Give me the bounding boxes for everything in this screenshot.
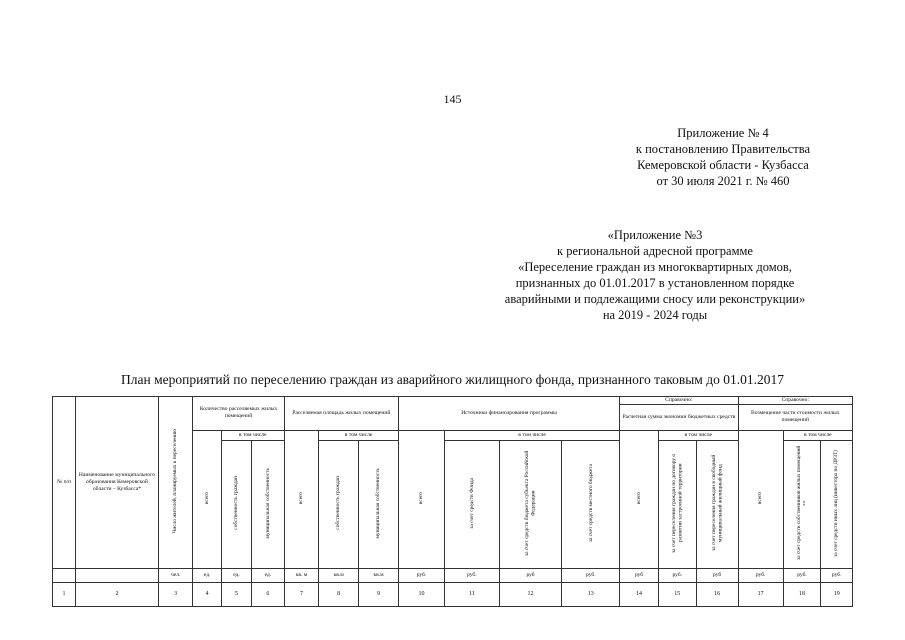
- appendix-program-heading: [470, 227, 840, 323]
- header-savings-b-text: за счет переселения граждан в свободный муниципальный жилищный фонд: [710, 454, 724, 552]
- column-number: 8: [319, 582, 359, 606]
- header-comp-a: [783, 441, 821, 569]
- column-number: 4: [193, 582, 221, 606]
- header-area-total: [284, 430, 319, 569]
- header-rooms-municipal-text: муниципальная собственность: [264, 467, 271, 539]
- plan-table: [52, 396, 853, 607]
- unit-cell: руб.: [783, 569, 821, 583]
- appendix-line: «Приложение №3: [607, 228, 703, 242]
- header-source-fund: [445, 441, 500, 569]
- unit-cell: кв. м: [284, 569, 319, 583]
- column-number: 17: [738, 582, 783, 606]
- unit-cell: ед.: [221, 569, 251, 583]
- header-row-no: № п/п: [53, 397, 76, 569]
- header-rooms-including: в том числе: [221, 430, 284, 441]
- unit-cell: руб.: [562, 569, 620, 583]
- header-area-municipal: [359, 441, 399, 569]
- header-savings-a: [658, 441, 696, 569]
- unit-cell: руб: [499, 569, 562, 583]
- header-compensation-including: в том числе: [783, 430, 852, 441]
- unit-cell: ед.: [193, 569, 221, 583]
- column-number: 12: [499, 582, 562, 606]
- header-savings-total: [620, 430, 659, 569]
- appendix-line: Приложение № 4: [677, 126, 769, 140]
- units-row: [53, 569, 853, 583]
- unit-cell: кв.м: [359, 569, 399, 583]
- appendix-line: Кемеровской области - Кузбасса: [637, 158, 809, 172]
- header-area-private-text: собственность граждан: [335, 476, 342, 530]
- appendix-line: признанных до 01.01.2017 в установленном порядке: [515, 276, 795, 290]
- column-number: 6: [252, 582, 285, 606]
- header-rooms-private-text: собственность граждан: [233, 476, 240, 530]
- header-area-private: [319, 441, 359, 569]
- column-number: 7: [284, 582, 319, 606]
- header-source-federal-text: за счет средств бюджета субъекта Российской Федерации: [524, 450, 537, 556]
- table-title: План мероприятий по переселению граждан из аварийного жилищного фонда, признанного таковым до 01.01.2017: [121, 372, 784, 387]
- header-source-local: [562, 441, 620, 569]
- header-area-including: в том числе: [319, 430, 399, 441]
- appendix-line: к постановлению Правительства: [635, 142, 811, 156]
- unit-cell: руб.: [821, 569, 853, 583]
- appendix-line: от 30 июля 2021 г. № 460: [656, 174, 790, 188]
- header-rooms-private: [221, 441, 251, 569]
- header-residents-text: Число жителей, планируемых к переселению: [172, 428, 179, 534]
- header-row-1: [53, 397, 853, 405]
- header-compensation-group: Возмещение части стоимости жилых помещений: [738, 405, 852, 430]
- column-number: 11: [445, 582, 500, 606]
- unit-cell: руб.: [398, 569, 444, 583]
- header-reference-compensation: Справочно:: [738, 397, 852, 405]
- header-savings-a-text: за счет переселения граждан по договору о развитии застроенной территории: [670, 453, 684, 553]
- column-number: 10: [398, 582, 444, 606]
- header-source-local-text: за счет средств местного бюджета: [587, 464, 594, 543]
- column-numbers-row: [53, 582, 853, 606]
- header-sources-total-text: всего: [418, 491, 425, 504]
- header-municipality: Наименование муниципального образования Кемеровской области – Кузбасса*: [76, 397, 159, 569]
- column-number: 19: [821, 582, 853, 606]
- plan-table-container: [52, 396, 853, 607]
- header-source-fund-text: за счет средств Фонда: [468, 477, 475, 529]
- header-comp-b: [821, 441, 853, 569]
- header-source-federal: [499, 441, 562, 569]
- unit-cell: чел.: [158, 569, 193, 583]
- header-comp-b-text: за счет средств иных лиц (инвестора по ДРЗТ): [833, 449, 840, 557]
- column-number: 9: [359, 582, 399, 606]
- header-savings-b: [696, 441, 738, 569]
- column-number: 18: [783, 582, 821, 606]
- unit-cell: ед.: [252, 569, 285, 583]
- header-area-total-text: всего: [298, 491, 305, 504]
- header-savings-group: Расчетная сумма экономии бюджетных средств: [620, 405, 738, 430]
- appendix-current-heading: [603, 125, 843, 189]
- unit-cell: [76, 569, 159, 583]
- header-reference-savings: Справочно:: [620, 397, 738, 405]
- header-compensation-total-text: всего: [757, 491, 764, 504]
- column-number: 3: [158, 582, 193, 606]
- header-sources-including: в том числе: [445, 430, 620, 441]
- unit-cell: руб.: [738, 569, 783, 583]
- header-rooms-group: Количество расселяемых жилых помещений: [193, 397, 284, 431]
- unit-cell: кв.м: [319, 569, 359, 583]
- unit-cell: руб.: [445, 569, 500, 583]
- unit-cell: руб: [620, 569, 659, 583]
- column-number: 1: [53, 582, 76, 606]
- header-area-group: Расселяемая площадь жилых помещений: [284, 397, 398, 431]
- column-number: 13: [562, 582, 620, 606]
- column-number: 15: [658, 582, 696, 606]
- header-sources-total: [398, 430, 444, 569]
- header-savings-total-text: всего: [635, 491, 642, 504]
- column-number: 5: [221, 582, 251, 606]
- appendix-line: к региональной адресной программе: [557, 244, 753, 258]
- unit-cell: [53, 569, 76, 583]
- unit-cell: руб: [696, 569, 738, 583]
- header-rooms-municipal: [252, 441, 285, 569]
- header-rooms-total-text: всего: [203, 491, 210, 504]
- appendix-line: на 2019 - 2024 годы: [602, 308, 708, 322]
- header-sources-group: Источники финансирования программы: [398, 397, 619, 431]
- page-number: 145: [443, 92, 462, 106]
- header-savings-including: в том числе: [658, 430, 738, 441]
- column-number: 2: [76, 582, 159, 606]
- unit-cell: руб.: [658, 569, 696, 583]
- header-area-municipal-text: муниципальная собственность: [375, 467, 382, 539]
- header-rooms-total: [193, 430, 221, 569]
- appendix-line: «Переселение граждан из многоквартирных домов,: [518, 260, 792, 274]
- column-number: 16: [696, 582, 738, 606]
- header-residents: [158, 397, 193, 569]
- appendix-line: аварийными и подлежащими сносу или реконструкции»: [504, 292, 806, 306]
- header-comp-a-text: за счет средств собственников жилых помещений **: [795, 445, 809, 561]
- column-number: 14: [620, 582, 659, 606]
- header-compensation-total: [738, 430, 783, 569]
